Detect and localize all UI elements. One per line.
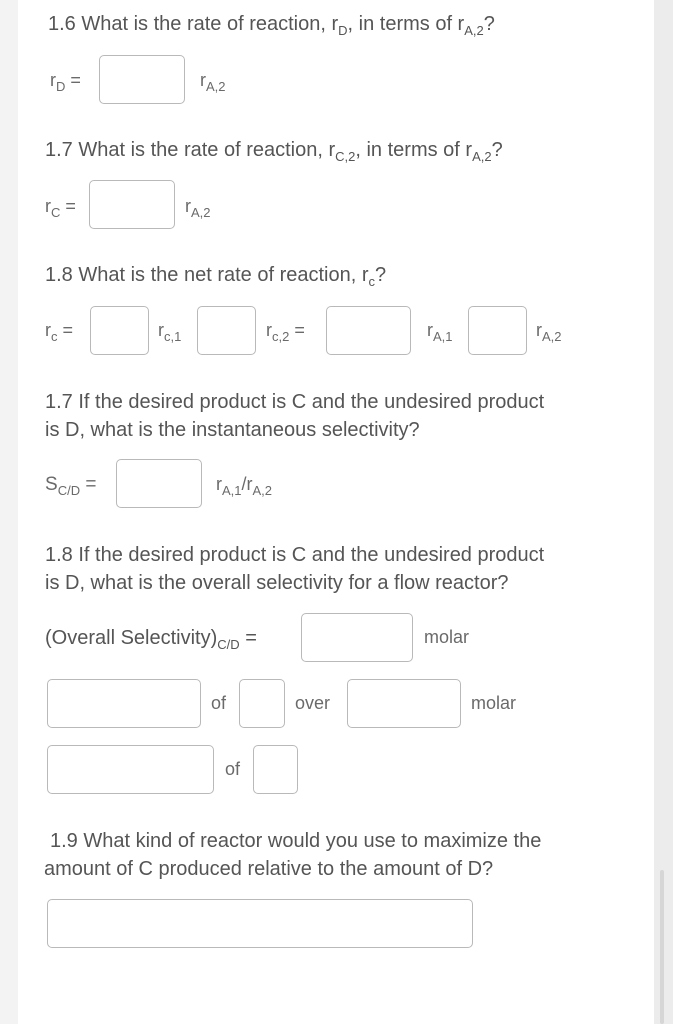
q17b-selectivity-input[interactable] [116,459,202,508]
q18b-row1-of: of [211,693,227,713]
q16-eq-label: $r_D$ = [50,70,81,94]
q18b-row1-over: over [295,693,331,713]
q17b-question-line2: is D, what is the instantaneous selectivity? [45,419,420,441]
q18a-term-ra1: $r_{A,1}$ [427,320,453,344]
q18a-input-3[interactable] [326,306,411,355]
q18a-term-rc1: $r_{c,1}$ [158,320,182,344]
q18b-row2-input-2[interactable] [253,745,298,794]
q18a-question: 1.8 What is the net rate of reaction, $r_c$? [45,264,387,289]
q18b-selectivity-input[interactable] [301,613,413,662]
scrollbar-thumb[interactable] [660,870,664,1024]
q19-question-line2: amount of C produced relative to the amount of D? [44,858,494,880]
q16-unit: $r_{A,2}$ [200,70,226,94]
q16-coefficient-input[interactable] [99,55,185,104]
q18b-row1-input-3[interactable] [347,679,461,728]
q16-sub-d: D [338,23,348,38]
q16-text-mid: , in terms of r [347,13,465,35]
q18a-input-2[interactable] [197,306,256,355]
q18b-row1-input-2[interactable] [239,679,285,728]
q18b-row1-unit: molar [471,693,517,713]
q18b-row1-input-1[interactable] [47,679,201,728]
q18a-input-4[interactable] [468,306,527,355]
q16-text-end: ? [483,13,495,35]
scrollbar-track[interactable] [654,0,673,1024]
q19-answer-input[interactable] [47,899,473,948]
q17b-question-line1: 1.7 If the desired product is C and the undesired product [45,391,545,413]
q17a-coefficient-input[interactable] [89,180,175,229]
q18a-term-ra2: $r_{A,2}$ [536,320,562,344]
q16-text: 1.6 What is the rate of reaction, r [48,13,339,35]
q17a-unit: $r_{A,2}$ [185,196,211,220]
q17a-question: 1.7 What is the rate of reaction, $r_{C,2}$, in terms of $r_{A,2}$? [45,139,503,164]
q16-sub-a2: A,2 [464,23,484,38]
q18b-row2-input-1[interactable] [47,745,214,794]
q18b-unit: molar [424,627,470,647]
q18b-row2-of: of [225,759,241,779]
q17b-unit: $r_{A,1}/r_{A,2}$ [216,474,273,498]
q18b-question-line2: is D, what is the overall selectivity for a flow reactor? [45,572,509,594]
q18b-question-line1: 1.8 If the desired product is C and the undesired product [45,544,545,566]
q18b-eq-label: (Overall $Selectivity)_{C/D}$ = [45,627,257,652]
q19-question-line1: 1.9 What kind of reactor would you use to maximize the [50,830,542,852]
q18a-input-1[interactable] [90,306,149,355]
q17b-eq-label: $S_{C/D}$ = [45,474,97,498]
q18a-term-rc2: $r_{c,2}$ = [266,320,305,344]
q16-question [48,10,495,40]
q18a-eq-label: $r_c$ = [45,320,74,344]
q17a-eq-label: $r_C$ = [45,196,76,220]
